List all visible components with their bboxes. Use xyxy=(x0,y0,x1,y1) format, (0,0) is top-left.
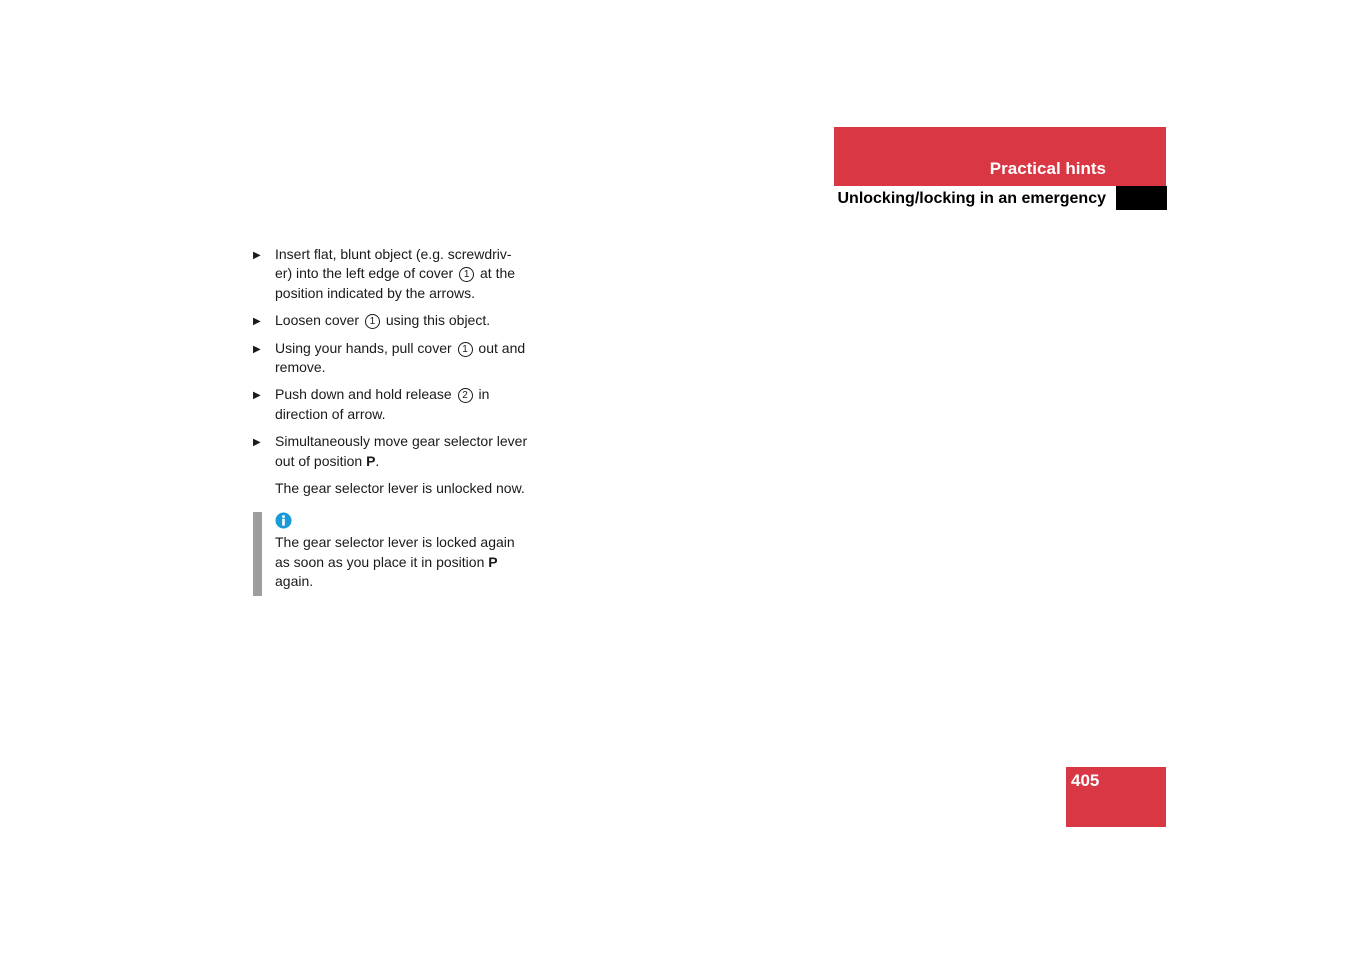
instruction-step xyxy=(253,339,533,378)
page-number-box xyxy=(1066,767,1166,827)
callout-number: 1 xyxy=(365,314,380,329)
step-text: Using your hands, pull cover 1 out and remove. xyxy=(275,339,526,376)
note-text: The gear selector lever is locked again as soon as you place it in position P again. xyxy=(275,534,515,590)
instruction-content xyxy=(253,245,533,592)
step-arrow-icon: ▶ xyxy=(253,390,261,402)
instruction-step xyxy=(253,432,533,471)
step-arrow-icon: ▶ xyxy=(253,316,261,328)
position-label: P xyxy=(488,553,498,570)
page-number: 405 xyxy=(1071,771,1100,790)
note-bar xyxy=(253,512,262,596)
step-arrow-icon: ▶ xyxy=(253,437,261,449)
step-text: Loosen cover 1 using this object. xyxy=(275,312,491,329)
subsection-title: Unlocking/locking in an emergency xyxy=(837,190,1106,207)
step-arrow-icon: ▶ xyxy=(253,250,261,261)
step-arrow-icon: ▶ xyxy=(253,343,261,355)
instruction-step xyxy=(253,385,533,424)
instruction-step xyxy=(253,245,533,303)
callout-number: 1 xyxy=(458,342,473,357)
step-text: Push down and hold release 2 in direction of arrow. xyxy=(275,386,490,422)
position-label: P xyxy=(366,452,376,469)
info-note xyxy=(253,512,533,591)
instruction-step xyxy=(253,311,533,330)
callout-number: 2 xyxy=(458,388,473,403)
section-marker-tab xyxy=(1116,186,1167,210)
step-text: Insert flat, blunt object (e.g. screwdriv- er) into the left edge of cover 1 at the position indicated by the arrows. xyxy=(275,246,516,301)
step-text: Simultaneously move gear selector lever out of position P. xyxy=(275,433,528,469)
info-icon xyxy=(275,512,292,529)
callout-number: 1 xyxy=(459,267,474,282)
step-result: The gear selector lever is unlocked now. xyxy=(275,480,525,497)
section-title: Practical hints xyxy=(989,159,1106,178)
